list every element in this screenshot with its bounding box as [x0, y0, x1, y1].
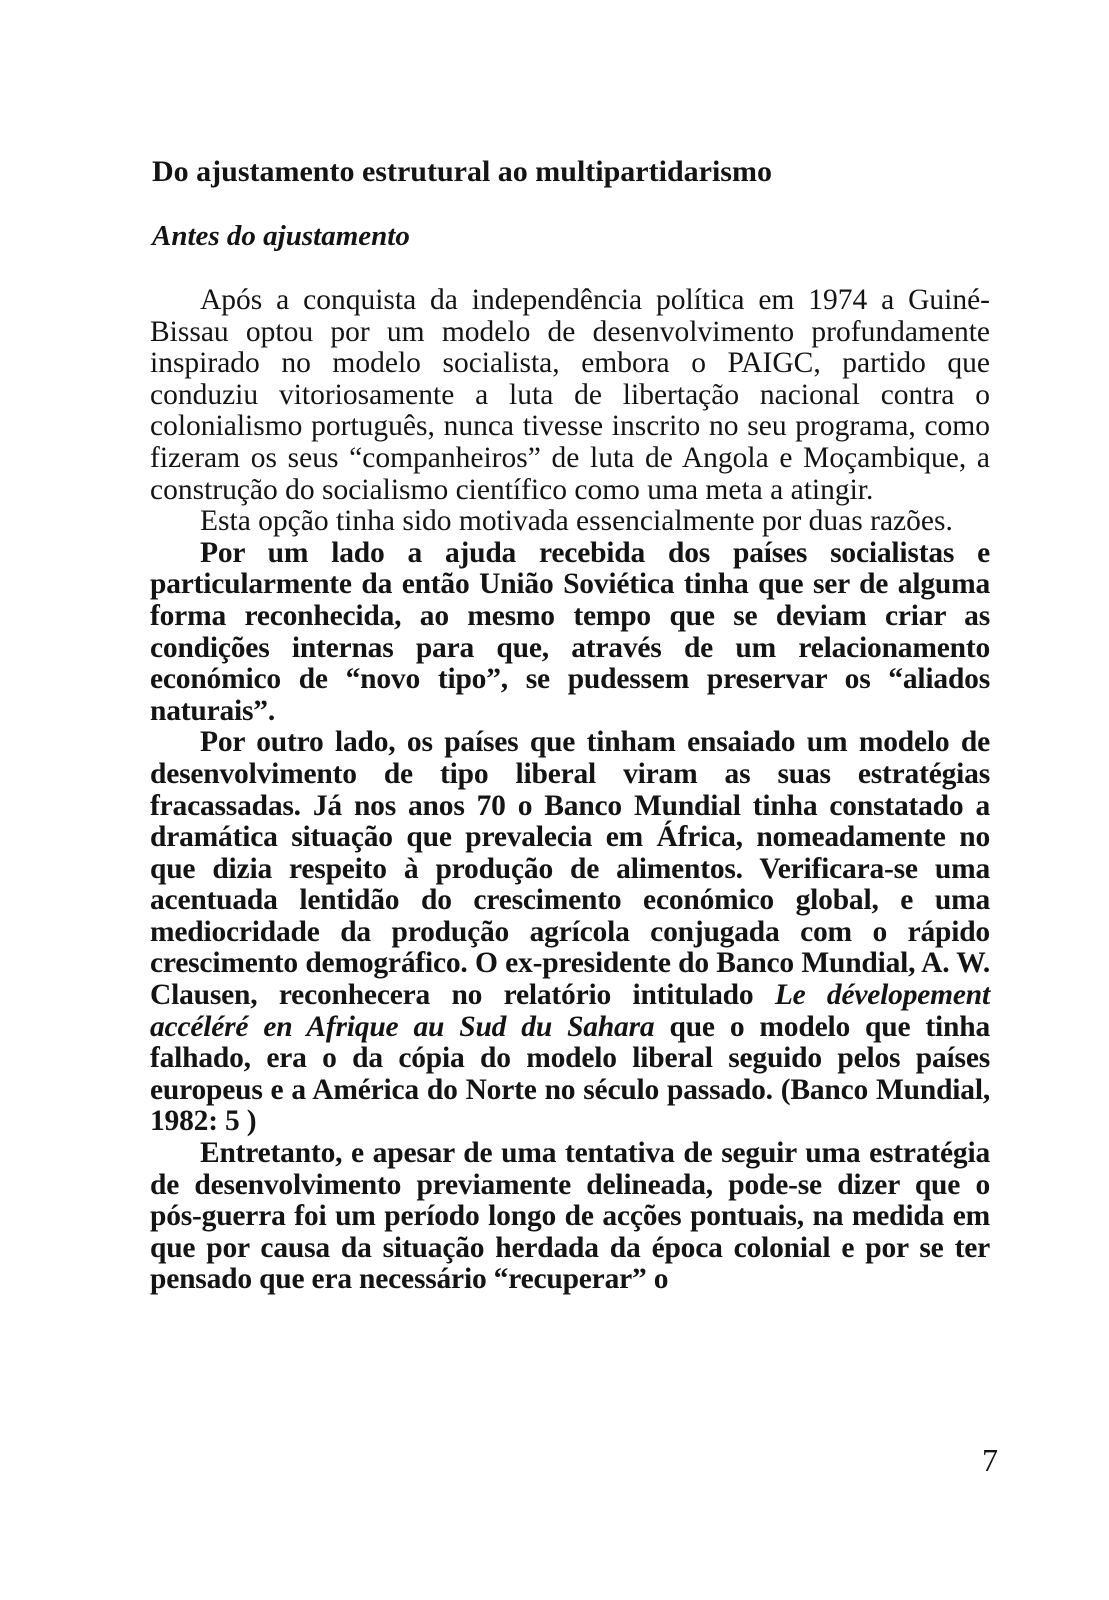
body-text	[150, 285, 990, 1296]
paragraph-2: Esta opção tinha sido motivada essencialmente por duas razões.	[200, 505, 953, 538]
section-title: Do ajustamento estrutural ao multipartidarismo	[152, 155, 772, 188]
paragraph-4-text-before: Por outro lado, os países que tinham ensaiado um modelo de desenvolvimento de tipo liberal viram as suas estratégias fracassadas. Já nos anos 70 o Banco Mundial tinha constatado a dramática situação que prevalecia em África, nomeadamente no que dizia respeito à produção de alimentos. Verificara-se uma acentuada lentidão do crescimento económico global, e uma mediocridade da produção agrícola conjugada com o rápido crescimento demográfico. O ex-presidente do Banco Mundial, A. W. Clausen, reconhecera no relatório intitulado	[150, 726, 990, 1012]
paragraph-5: Entretanto, e apesar de uma tentativa de seguir uma estratégia de desenvolvimento previamente delineada, pode-se dizer que o pós-guerra foi um período longo de acções pontuais, na medida em que por causa da situação herdada da época colonial e por se ter pensado que era necessário “recuperar” o	[150, 1137, 990, 1296]
report-title: Le dévelopement accéléré en Afrique au Sud du Sahara	[150, 979, 990, 1043]
page-number: 7	[982, 1442, 998, 1478]
paragraph-3: Por um lado a ajuda recebida dos países socialistas e particularmente da então União Soviética tinha que ser de alguma forma reconhecida, ao mesmo tempo que se deviam criar as condições internas para que, através de um relacionamento económico de “novo tipo”, se pudessem preservar os “aliados naturais”.	[150, 536, 990, 727]
paragraph-4-text-after: que o modelo que tinha falhado, era o da cópia do modelo liberal seguido pelos países europeus e a América do Norte no século passado. (Banco Mundial, 1982: 5 )	[150, 1010, 990, 1138]
paragraph-1: Após a conquista da independência política em 1974 a Guiné-Bissau optou por um modelo de desenvolvimento profundamente inspirado no modelo socialista, embora o PAIGC, partido que conduziu vitoriosamente a luta de libertação nacional contra o colonialismo português, nunca tivesse inscrito no seu programa, como fizeram os seus “companheiros” de luta de Angola e Moçambique, a construção do socialismo científico como uma meta a atingir.	[150, 284, 990, 506]
subsection-title: Antes do ajustamento	[152, 220, 410, 252]
paragraph-4	[150, 727, 990, 1138]
